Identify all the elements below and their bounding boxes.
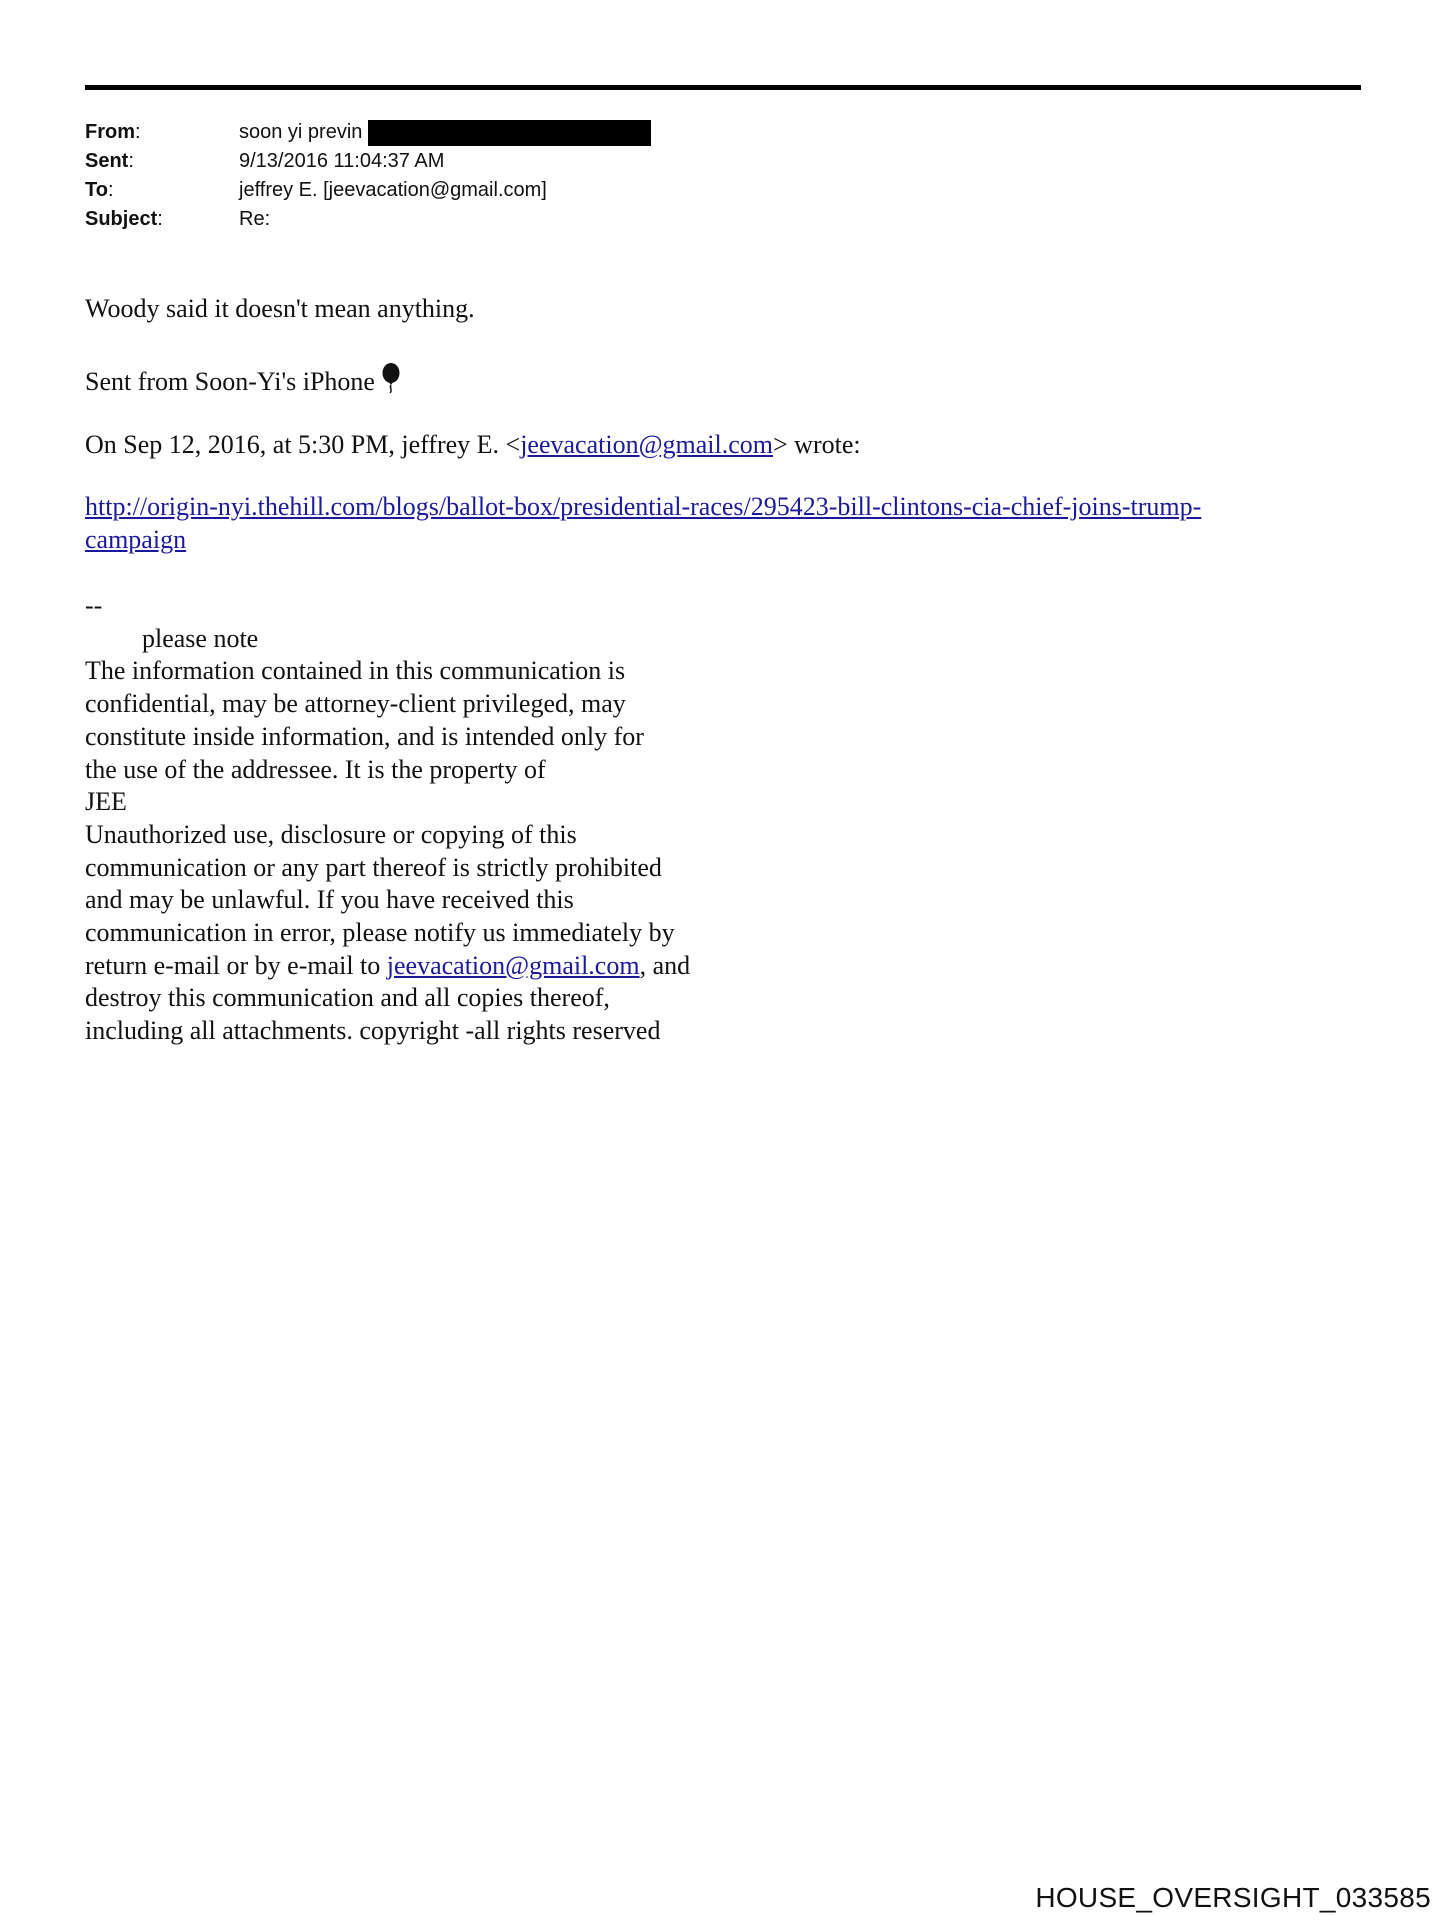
disclaimer-line: communication or any part thereof is strictly prohibited [85, 852, 662, 882]
disclaimer-return-line [85, 950, 690, 983]
return-suffix: , and [639, 950, 691, 980]
redaction-bar [368, 120, 651, 146]
disclaimer-line: The information contained in this communication is [85, 656, 626, 686]
quote-intro [85, 428, 861, 461]
disclaimer-line: communication in error, please notify us immediately by [85, 918, 675, 948]
disclaimer-line: constitute inside information, and is intended only for [85, 721, 644, 751]
email-header [85, 118, 651, 234]
message-line: Woody said it doesn't mean anything. [85, 294, 475, 323]
subject-value: Re: [239, 208, 271, 230]
signature-text: Sent from Soon-Yi's iPhone [85, 367, 375, 396]
disclaimer [85, 590, 690, 1048]
from-value: soon yi previn [239, 121, 363, 143]
from-label: From [85, 121, 135, 143]
balloon-icon [381, 362, 401, 402]
to-value: jeffrey E. [jeevacation@gmail.com] [239, 179, 547, 201]
quote-email-link[interactable]: jeevacation@gmail.com [520, 430, 773, 459]
sent-row: Sent: 9/13/2016 11:04:37 AM [85, 147, 651, 176]
to-label: To [85, 179, 108, 201]
top-rule [85, 85, 1361, 90]
article-link-line2[interactable]: campaign [85, 525, 187, 554]
disclaimer-line: confidential, may be attorney-client privileged, may [85, 689, 626, 719]
quote-prefix: On Sep 12, 2016, at 5:30 PM, jeffrey E. < [85, 430, 521, 459]
please-note: please note [142, 623, 259, 653]
return-email-link[interactable]: jeevacation@gmail.com [386, 950, 640, 980]
subject-row: Subject: Re: [85, 205, 651, 234]
disclaimer-line: the use of the addressee. It is the property of [85, 754, 546, 784]
sent-value: 9/13/2016 11:04:37 AM [239, 150, 445, 172]
article-link-line1[interactable]: http://origin-nyi.thehill.com/blogs/ballot-box/presidential-races/295423-bill-clintons-cia-chief-joins-trump- [85, 492, 1202, 521]
from-row: From: soon yi previn [85, 118, 651, 147]
disclaimer-line: destroy this communication and all copies thereof, [85, 983, 610, 1013]
return-prefix: return e-mail or by e-mail to [85, 950, 387, 980]
disclaimer-line: JEE [85, 787, 127, 817]
article-url [85, 490, 1201, 556]
disclaimer-line: Unauthorized use, disclosure or copying of this [85, 819, 577, 849]
quote-suffix: > wrote: [773, 430, 861, 459]
signature-line [85, 362, 401, 402]
subject-label: Subject [85, 208, 158, 230]
disclaimer-line: including all attachments. copyright -all rights reserved [85, 1016, 661, 1046]
bates-number: HOUSE_OVERSIGHT_033585 [1035, 1882, 1431, 1913]
to-row: To: jeffrey E. [jeevacation@gmail.com] [85, 176, 651, 205]
sent-label: Sent [85, 150, 129, 172]
dashes: -- [85, 591, 103, 620]
disclaimer-line: and may be unlawful. If you have received this [85, 885, 574, 915]
